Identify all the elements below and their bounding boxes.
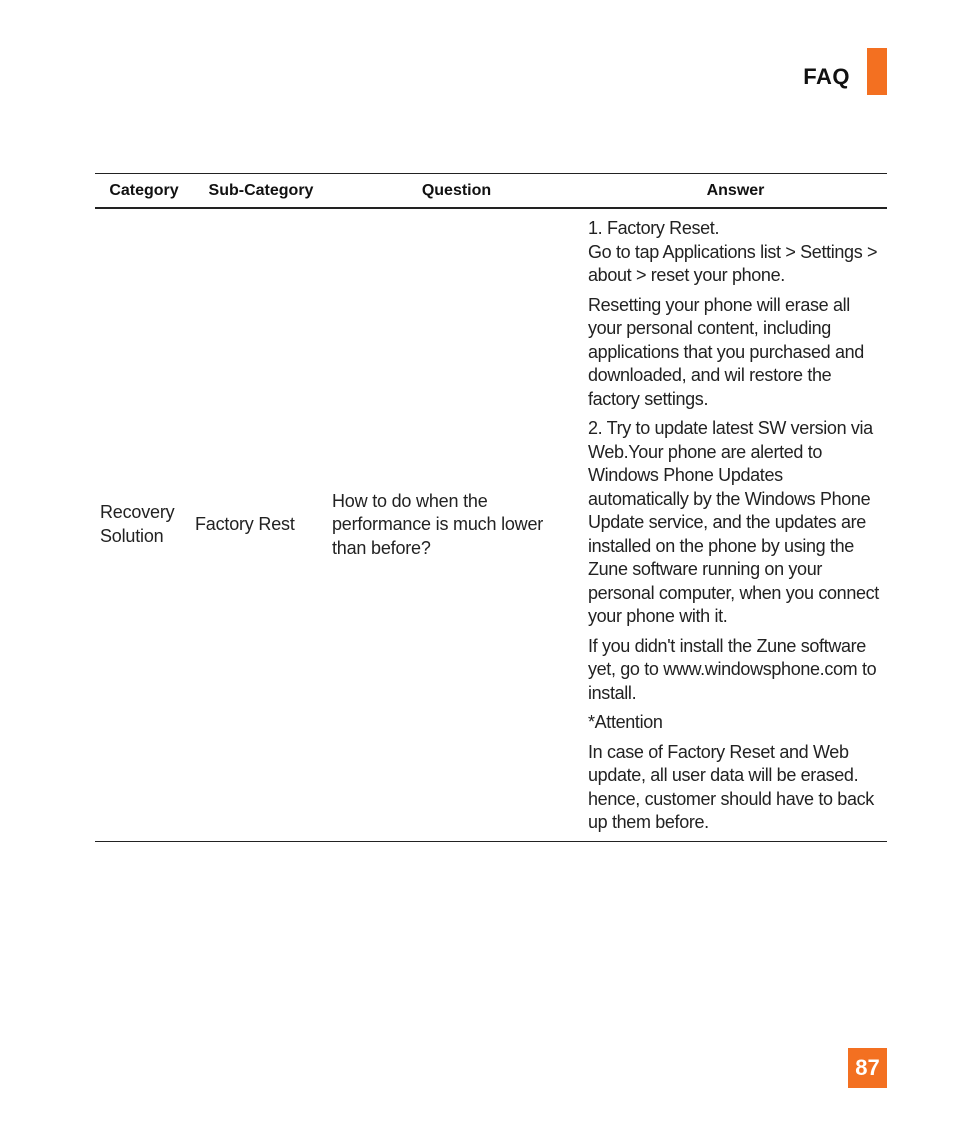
header-question: Question	[329, 174, 584, 209]
answer-step-2: 2. Try to update latest SW version via Web.Your phone are alerted to Windows Phone Updates automatically by the Windows Phone Update service, and the updates are installed on the phone by using the Zune software running on your personal computer, when you connect your phone with it.	[588, 418, 879, 626]
header-answer: Answer	[584, 174, 887, 209]
header-sub-category: Sub-Category	[193, 174, 329, 209]
cell-category	[95, 208, 193, 841]
category-text: Recovery Solution	[100, 502, 175, 546]
cell-sub-category	[193, 208, 329, 841]
section-title: FAQ	[803, 64, 850, 89]
header-row	[95, 174, 887, 209]
header-category: Category	[95, 174, 193, 209]
sub-category-text: Factory Rest	[195, 514, 295, 534]
answer-zune-install: If you didn't install the Zune software yet, go to www.windowsphone.com to install.	[588, 635, 877, 703]
answer-attention-label: *Attention	[588, 712, 663, 732]
page-number-badge: 87	[848, 1048, 887, 1088]
faq-table	[95, 173, 887, 842]
answer-reset-warning: Resetting your phone will erase all your personal content, including applications that you purchased and downloaded, and wil restore the factory settings.	[588, 294, 864, 409]
answer-attention-text: In case of Factory Reset and Web update, all user data will be erased. hence, customer should have to back up them before.	[588, 741, 874, 832]
cell-question	[329, 208, 584, 841]
answer-step-1: 1. Factory Reset. Go to tap Applications list > Settings > about > reset your phone.	[588, 218, 878, 285]
faq-table-header	[95, 174, 887, 209]
section-accent-tab	[867, 48, 887, 95]
table-row	[95, 208, 887, 841]
cell-answer	[584, 208, 887, 841]
question-text: How to do when the performance is much lower than before?	[332, 490, 544, 558]
